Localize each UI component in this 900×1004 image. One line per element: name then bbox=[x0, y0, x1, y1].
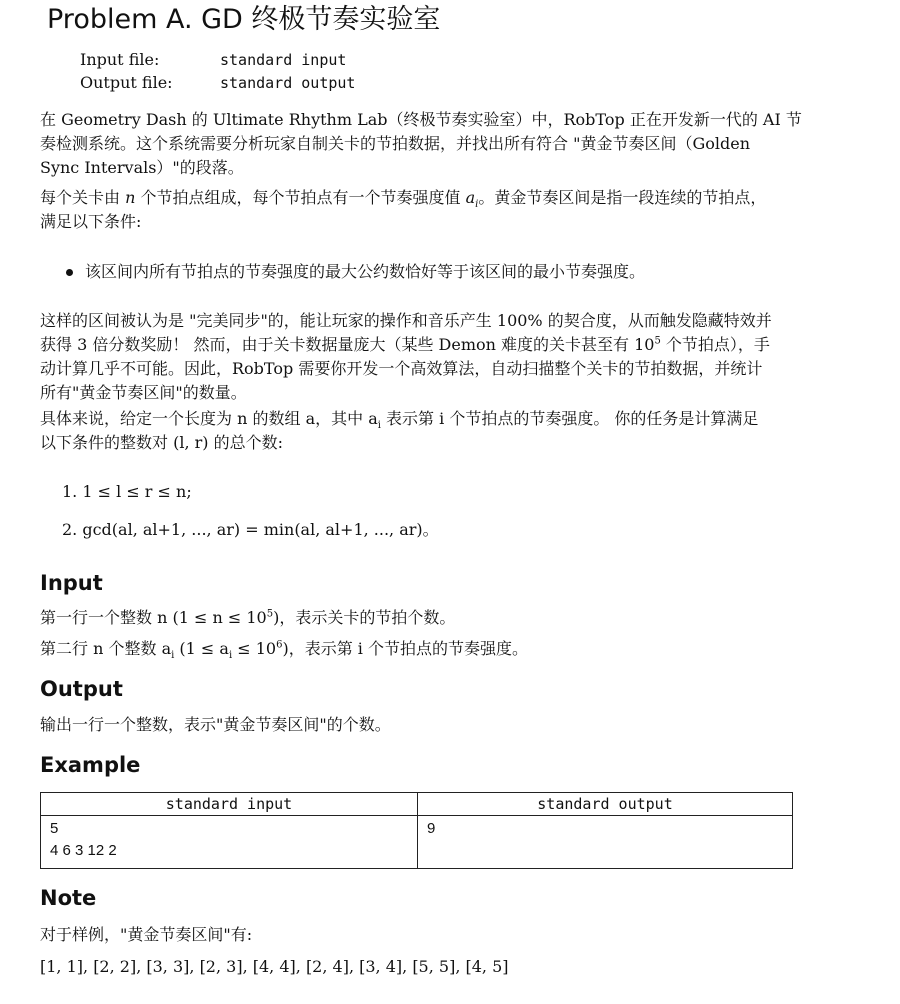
example-output-header: standard output bbox=[418, 793, 792, 816]
example-table bbox=[40, 792, 793, 869]
input-file-row bbox=[80, 48, 355, 71]
statement-paragraph-3 bbox=[40, 309, 870, 405]
p3-line-2 bbox=[40, 333, 870, 357]
note-heading: Note bbox=[40, 886, 97, 910]
p4-line-2: 以下条件的整数对 (l, r) 的总个数: bbox=[40, 433, 283, 452]
input-line-1-sup: 5 bbox=[266, 608, 274, 620]
input-line-2-b: (1 ≤ a bbox=[174, 639, 229, 658]
condition-2 bbox=[62, 518, 439, 542]
io-file-table bbox=[80, 48, 355, 94]
condition-bullet bbox=[66, 260, 645, 284]
input-line-2-d: )，表示第 i 个节拍点的节奏强度。 bbox=[282, 639, 528, 658]
statement-paragraph-2 bbox=[40, 186, 870, 234]
p2-text-c: 。黄金节奏区间是指一段连续的节拍点， bbox=[478, 188, 767, 207]
problem-title: Problem A. GD 终极节奏实验室 bbox=[47, 4, 441, 35]
p1-line-3: Sync Intervals）"的段落。 bbox=[40, 158, 244, 177]
p2-text-b: 个节拍点组成，每个节拍点有一个节奏强度值 bbox=[135, 188, 466, 207]
statement-paragraph-1 bbox=[40, 108, 870, 180]
p4-line-1-text: 具体来说，给定一个长度为 n 的数组 a，其中 a bbox=[40, 409, 378, 428]
p4-line-1-tail: 表示第 i 个节拍点的节奏强度。 你的任务是计算满足 bbox=[380, 409, 759, 428]
condition-2-rest: l, al+1, ..., ar) = min(al, al+1, ..., ar)。 bbox=[127, 520, 439, 539]
output-file-row bbox=[80, 71, 355, 94]
p1-line-1: 在 Geometry Dash 的 Ultimate Rhythm Lab（终极节奏实验室）中，RobTop 正在开发新一代的 AI 节 bbox=[40, 110, 802, 129]
example-input-column bbox=[41, 793, 418, 868]
input-line-1 bbox=[40, 606, 870, 630]
input-line-1-tail: )，表示关卡的节拍个数。 bbox=[273, 608, 456, 627]
p3-line-4: 所有"黄金节奏区间"的数量。 bbox=[40, 383, 247, 402]
input-line-1-text: 第一行一个整数 n (1 ≤ n ≤ 10 bbox=[40, 608, 267, 627]
p2-text-a: 每个关卡由 bbox=[40, 188, 126, 207]
input-line-2-c: ≤ 10 bbox=[232, 639, 277, 658]
output-file-value: standard output bbox=[220, 73, 356, 92]
p2-line-2: 满足以下条件: bbox=[40, 212, 142, 231]
var-n: n bbox=[125, 188, 136, 207]
bullet-text: 该区间内所有节拍点的节奏强度的最大公约数恰好等于该区间的最小节奏强度。 bbox=[85, 262, 646, 281]
input-file-value: standard input bbox=[220, 50, 347, 69]
input-line-2 bbox=[40, 637, 870, 661]
example-output-body bbox=[418, 816, 792, 840]
example-input-line-1: 5 bbox=[50, 820, 59, 837]
example-output-column bbox=[418, 793, 792, 868]
input-line-2-sub: i bbox=[171, 650, 175, 662]
input-file-label: Input file: bbox=[80, 50, 160, 69]
p2-line-1 bbox=[40, 186, 870, 210]
condition-2-text: 2. gcd(a bbox=[62, 520, 128, 539]
bullet-dot-icon bbox=[66, 269, 73, 276]
p1-line-2: 奏检测系统。这个系统需要分析玩家自制关卡的节拍数据，并找出所有符合 "黄金节奏区间（Golden bbox=[40, 134, 750, 153]
output-file-label: Output file: bbox=[80, 73, 173, 92]
sub-i: i bbox=[475, 199, 479, 211]
example-input-header: standard input bbox=[41, 793, 417, 816]
p3-sup: 5 bbox=[654, 335, 661, 347]
note-line-1: 对于样例，"黄金节奏区间"有: bbox=[40, 925, 253, 944]
p3-line-2-tail: 个节拍点），手 bbox=[660, 335, 770, 354]
example-output-line-1: 9 bbox=[427, 820, 436, 837]
input-line-2-sub2: i bbox=[228, 650, 233, 662]
p4-sub: i bbox=[377, 420, 381, 432]
output-heading: Output bbox=[40, 677, 123, 701]
example-heading: Example bbox=[40, 753, 141, 777]
statement-paragraph-4 bbox=[40, 407, 870, 455]
example-input-line-2: 4 6 3 12 2 bbox=[50, 842, 117, 859]
p3-line-3: 动计算几乎不可能。因此，RobTop 需要你开发一个高效算法，自动扫描整个关卡的节拍数据，并统计 bbox=[40, 359, 763, 378]
condition-1: 1. 1 ≤ l ≤ r ≤ n; bbox=[62, 482, 192, 501]
p3-line-1: 这样的区间被认为是 "完美同步"的，能让玩家的操作和音乐产生 100% 的契合度，从而触发隐藏特效并 bbox=[40, 311, 772, 330]
p3-line-2-text: 获得 3 倍分数奖励！ 然而，由于关卡数据量庞大（某些 Demon 难度的关卡甚至有 10 bbox=[40, 335, 655, 354]
input-description bbox=[40, 606, 870, 661]
input-heading: Input bbox=[40, 571, 103, 595]
example-input-body bbox=[41, 816, 417, 862]
p4-line-1 bbox=[40, 407, 870, 431]
input-line-2-sup: 6 bbox=[276, 639, 283, 651]
note-line-2: [1, 1], [2, 2], [3, 3], [2, 3], [4, 4], [2, 4], [3, 4], [5, 5], [4, 5] bbox=[40, 957, 509, 976]
input-line-2-text: 第二行 n 个整数 a bbox=[40, 639, 172, 658]
var-a: a bbox=[465, 188, 476, 207]
output-description: 输出一行一个整数，表示"黄金节奏区间"的个数。 bbox=[40, 715, 391, 734]
